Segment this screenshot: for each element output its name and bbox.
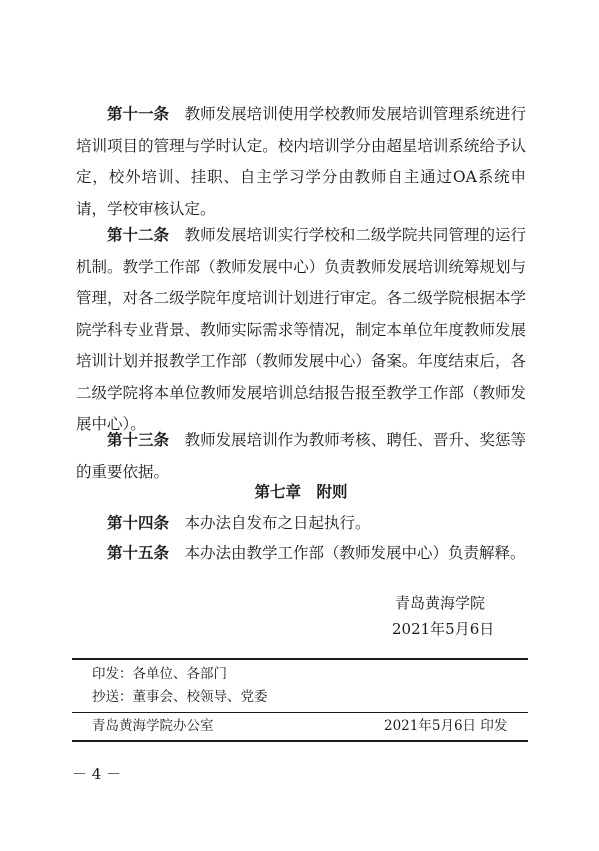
cc-line: 抄送：董事会、校领导、党委 [92, 689, 268, 705]
footer-top-rule [72, 658, 528, 660]
issue-date: 2021年5月6日 印发 [384, 718, 508, 734]
footer-middle-rule [72, 712, 528, 713]
article-text: 教师发展培训使用学校教师发展培训管理系统进行培训项目的管理与学时认定。校内培训学分由超星培训系统给予认定，校外培训、挂职、自主学习学分由教师自主通过OA系统申请，学校审核认定。 [76, 105, 526, 218]
article-11 [76, 99, 526, 225]
footer-bottom-rule [72, 740, 528, 742]
signature-date: 2021年5月6日 [392, 620, 495, 638]
article-14 [76, 508, 526, 540]
chapter-heading: 第七章 附则 [254, 483, 348, 501]
issuer-office: 青岛黄海学院办公室 [92, 718, 214, 734]
article-number: 第十四条 [107, 514, 170, 532]
article-text: 本办法由教学工作部（教师发展中心）负责解释。 [184, 544, 526, 562]
article-text: 教师发展培训作为教师考核、聘任、晋升、奖惩等的重要依据。 [76, 431, 526, 481]
distribution-line: 印发：各单位、各部门 [92, 666, 227, 682]
article-text: 本办法自发布之日起执行。 [184, 514, 371, 532]
article-12 [76, 220, 526, 441]
article-text: 教师发展培训实行学校和二级学院共同管理的运行机制。教学工作部（教师发展中心）负责教师发展培训统筹规划与管理，对各二级学院年度培训计划进行审定。各二级学院根据本学院学科专业背景、教师实际需求等情况，制定本单位年度教师发展培训计划并报教学工作部（教师发展中心）备案。年度结束后，各二级学院将本单位教师发展培训总结报告报至教学工作部（教师发展中心）。 [76, 226, 526, 433]
article-15 [76, 538, 526, 570]
article-number: 第十一条 [107, 105, 170, 123]
signature-organization: 青岛黄海学院 [395, 594, 486, 612]
article-number: 第十三条 [107, 431, 170, 449]
article-number: 第十五条 [107, 544, 170, 562]
article-number: 第十二条 [107, 226, 170, 244]
page-number: － 4 － [72, 765, 122, 783]
